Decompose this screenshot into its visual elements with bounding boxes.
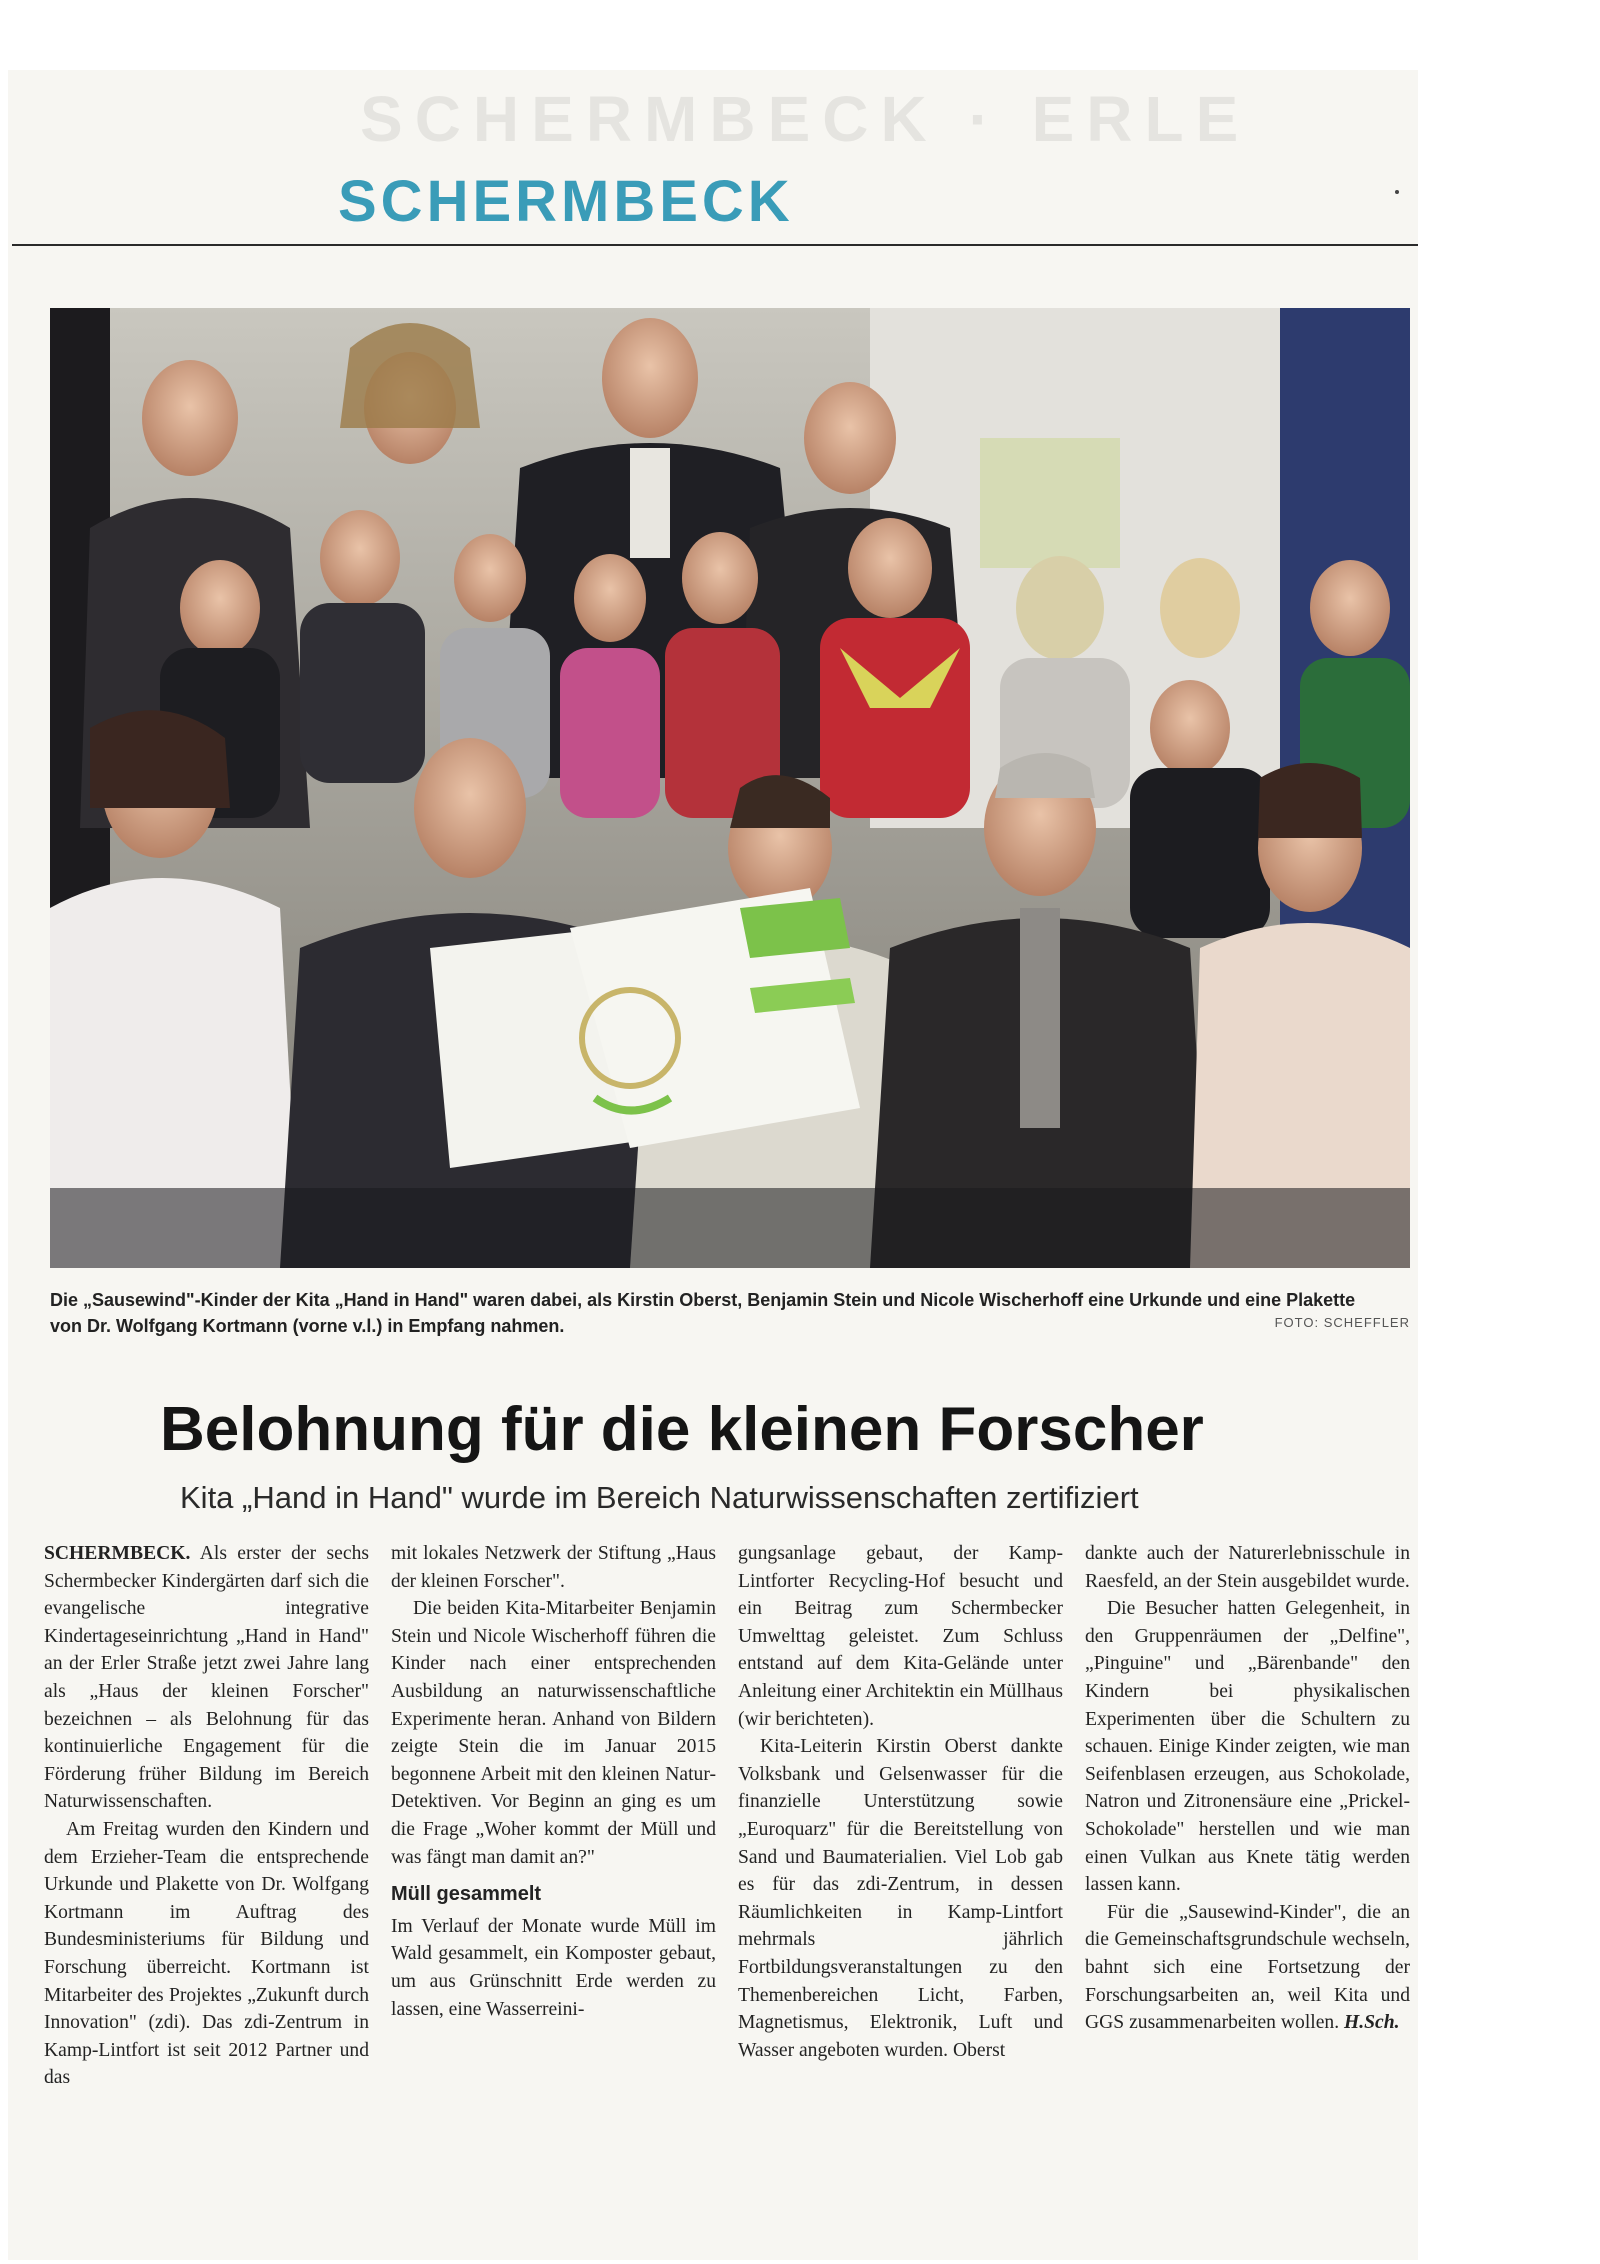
- group-photo-illustration: [50, 308, 1410, 1268]
- paragraph-text: Für die „Sausewind-Kinder", die an die Gemeinschaftsgrundschule wechseln, bahnt sich eine Fortsetzung der Forschungsarbeiten an, weil Kita und GGS zusammenarbeiten wollen.: [1085, 1901, 1410, 2034]
- article-paragraph: Die Besucher hatten Gelegenheit, in den Gruppenräumen der „Delfine", „Pinguine" und „Bärenbande" den Kindern bei physikalischen Experimenten über die Schultern zu schauen. Einige Kinder zeigten, wie man Seifenblasen erzeugen, aus Schokolade, Natron und Zitronensäure eine „Prickel-Schokolade" herstellen und wie man einen Vulkan aus Knete tätig werden lassen kann.: [1085, 1598, 1410, 1896]
- article-column-3: [738, 1540, 1063, 2240]
- article-author: H.Sch.: [1344, 2012, 1400, 2034]
- article-paragraph: Am Freitag wurden den Kindern und dem Erzieher-Team die entsprechende Urkunde und Plakette von Dr. Wolfgang Kortmann im Auftrag des Bundesministeriums für Bildung und Forschung überreicht. Kortmann ist Mitarbeiter des Projektes „Zukunft durch Innovation" (zdi). Das zdi-Zentrum in Kamp-Lintfort ist seit 2012 Partner und das: [44, 1818, 369, 2089]
- article-column-4: [1085, 1540, 1410, 2240]
- section-rule: [12, 244, 1418, 246]
- article-dateline: SCHERMBECK.: [44, 1543, 191, 1564]
- article-body: [44, 1540, 1414, 2250]
- photo-credit: FOTO: SCHEFFLER: [1274, 1315, 1410, 1330]
- section-title: SCHERMBECK: [338, 169, 794, 234]
- article-column-2: [391, 1540, 716, 2240]
- article-headline: Belohnung für die kleinen Forscher: [160, 1395, 1204, 1464]
- article-paragraph: Im Verlauf der Monate wurde Müll im Wald gesammelt, ein Komposter gebaut, um aus Grünschnitt Erde werden zu lassen, eine Wasserreini-: [391, 1915, 716, 2020]
- article-subheading: Müll gesammelt: [391, 1883, 542, 1906]
- article-paragraph: Kita-Leiterin Kirstin Oberst dankte Volksbank und Gelsenwasser für die finanzielle Unterstützung sowie „Euroquarz" für die Bereitstellung von Sand und Baumaterialien. Viel Lob gab es für das zdi-Zentrum, in dessen Räumlichkeiten in Kamp-Lintfort mehrmals jährlich Fortbildungsveranstaltungen zu den Themenbereichen Licht, Farben, Magnetismus, Elektronik, Luft und Wasser angeboten wurden. Oberst: [738, 1736, 1063, 2061]
- photo-caption: Die „Sausewind"-Kinder der Kita „Hand in Hand" waren dabei, als Kirstin Oberst, Benjamin Stein und Nicole Wischerhoff eine Urkunde und eine Plakette von Dr. Wolfgang Kortmann (vorne v.l.) in Empfang nahmen.: [50, 1290, 1356, 1336]
- article-paragraph: gungsanlage gebaut, der Kamp-Lintforter Recycling-Hof besucht und ein Beitrag zum Schermbecker Umwelttag geleistet. Zum Schluss entstand auf dem Kita-Gelände unter Anleitung einer Architektin ein Müllhaus (wir berichteten).: [738, 1543, 1063, 1730]
- article-paragraph: [1085, 1899, 1410, 2037]
- paragraph-text: Als erster der sechs Schermbecker Kindergärten darf sich die evangelische integrative Kindertageseinrichtung „Hand in Hand" an der Erler Straße jetzt zwei Jahre lang als „Haus der kleinen Forscher" bezeichnen – als Belohnung für das kontinuierliche Engagement für die Förderung früher Bildung im Bereich Naturwissenschaften.: [44, 1543, 369, 1813]
- article-column-1: [44, 1540, 369, 2240]
- article-paragraph: dankte auch der Naturerlebnisschule in Raesfeld, an der Stein ausgebildet wurde.: [1085, 1543, 1410, 1592]
- article-paragraph: mit lokales Netzwerk der Stiftung „Haus der kleinen Forscher".: [391, 1543, 716, 1592]
- article-subhead: Kita „Hand in Hand" wurde im Bereich Naturwissenschaften zertifiziert: [180, 1480, 1139, 1515]
- article-paragraph: Die beiden Kita-Mitarbeiter Benjamin Stein und Nicole Wischerhoff führen die Kinder nach einer entsprechenden Ausbildung an naturwissenschaftliche Experimente heran. Anhand von Bildern zeigte Stein die im Januar 2015 begonnene Arbeit mit den kleinen Natur-Detektiven. Vor Beginn an ging es um die Frage „Woher kommt der Müll und was fängt man damit an?": [391, 1598, 716, 1868]
- article-paragraph: [44, 1540, 369, 1816]
- bleed-through-watermark: SCHERMBECK · ERLE: [360, 83, 1251, 155]
- group-photo: [50, 308, 1410, 1268]
- page-dot: [1395, 190, 1399, 194]
